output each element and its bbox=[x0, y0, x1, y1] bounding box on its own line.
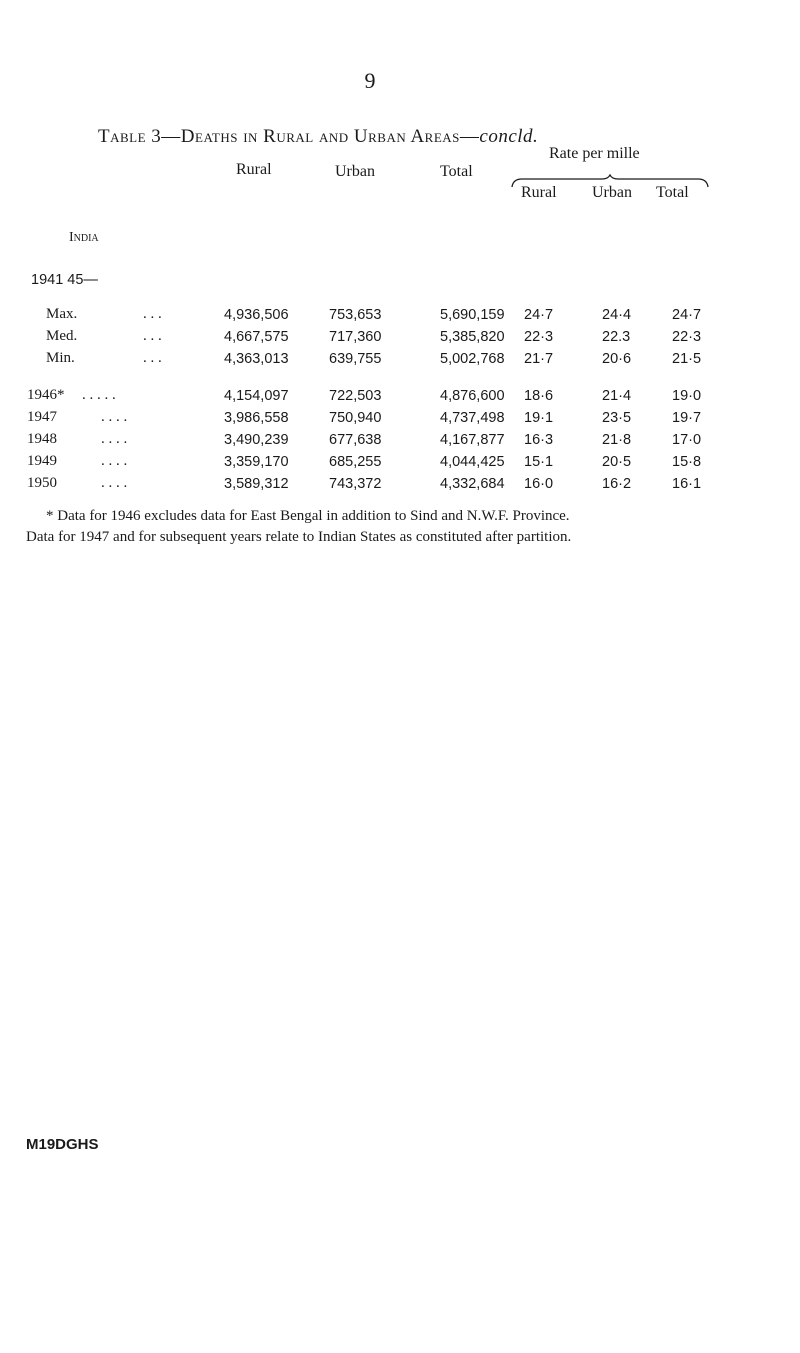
cell-rate-rural: 21·7 bbox=[524, 351, 554, 367]
cell-rate-urban: 21·8 bbox=[602, 432, 632, 448]
row-label: 1949 bbox=[27, 453, 57, 469]
footnote-line-2: Data for 1947 and for subsequent years relate to Indian States as constituted after partition. bbox=[26, 529, 572, 545]
cell-rate-total: 21·5 bbox=[672, 351, 702, 367]
row-label: Med. bbox=[46, 328, 78, 344]
row-leader-dots: . . . bbox=[143, 350, 162, 366]
cell-rate-urban: 21·4 bbox=[602, 388, 632, 404]
cell-rural: 3,986,558 bbox=[224, 410, 289, 426]
section-india: India bbox=[69, 230, 99, 245]
cell-urban: 750,940 bbox=[329, 410, 382, 426]
cell-rate-rural: 19·1 bbox=[524, 410, 554, 426]
cell-rate-urban: 23·5 bbox=[602, 410, 632, 426]
cell-total: 4,876,600 bbox=[440, 388, 505, 404]
cell-rural: 4,667,575 bbox=[224, 329, 289, 345]
cell-rural: 3,359,170 bbox=[224, 454, 289, 470]
cell-rural: 3,589,312 bbox=[224, 476, 289, 492]
row-leader-dots: . . . . bbox=[101, 453, 128, 469]
cell-rate-rural: 22·3 bbox=[524, 329, 554, 345]
row-label: Min. bbox=[46, 350, 75, 366]
cell-rate-urban: 16·2 bbox=[602, 476, 632, 492]
cell-rate-rural: 18·6 bbox=[524, 388, 554, 404]
header-rate-total: Total bbox=[656, 184, 689, 201]
footnote-line-1: * Data for 1946 excludes data for East Bengal in addition to Sind and N.W.F. Province. bbox=[46, 508, 570, 524]
row-label: 1946* bbox=[27, 387, 65, 403]
cell-total: 5,002,768 bbox=[440, 351, 505, 367]
cell-urban: 677,638 bbox=[329, 432, 382, 448]
table-title bbox=[98, 126, 538, 148]
cell-urban: 753,653 bbox=[329, 307, 382, 323]
row-leader-dots: . . . . bbox=[101, 431, 128, 447]
row-leader-dots: . . . . bbox=[101, 409, 128, 425]
cell-urban: 685,255 bbox=[329, 454, 382, 470]
cell-rate-urban: 20·6 bbox=[602, 351, 632, 367]
row-leader-dots: . . . bbox=[143, 306, 162, 322]
header-urban: Urban bbox=[335, 163, 375, 180]
cell-rate-rural: 24·7 bbox=[524, 307, 554, 323]
header-total: Total bbox=[440, 163, 473, 180]
table-title-suffix: concld. bbox=[479, 126, 539, 147]
cell-rate-total: 19·0 bbox=[672, 388, 702, 404]
cell-rate-total: 24·7 bbox=[672, 307, 702, 323]
header-rate-per-mille: Rate per mille bbox=[549, 145, 640, 162]
row-label: 1947 bbox=[27, 409, 57, 425]
cell-rate-rural: 16·3 bbox=[524, 432, 554, 448]
row-leader-dots: . . . . . bbox=[82, 387, 116, 403]
row-label: 1948 bbox=[27, 431, 57, 447]
cell-rate-total: 22·3 bbox=[672, 329, 702, 345]
cell-total: 4,737,498 bbox=[440, 410, 505, 426]
cell-rural: 4,936,506 bbox=[224, 307, 289, 323]
page-number: 9 bbox=[364, 68, 376, 93]
cell-rate-urban: 24·4 bbox=[602, 307, 632, 323]
cell-rate-rural: 15·1 bbox=[524, 454, 554, 470]
cell-urban: 717,360 bbox=[329, 329, 382, 345]
cell-rate-total: 15·8 bbox=[672, 454, 702, 470]
row-leader-dots: . . . . bbox=[101, 475, 128, 491]
cell-rate-total: 19·7 bbox=[672, 410, 702, 426]
header-rate-urban: Urban bbox=[592, 184, 632, 201]
cell-urban: 639,755 bbox=[329, 351, 382, 367]
cell-total: 4,167,877 bbox=[440, 432, 505, 448]
row-leader-dots: . . . bbox=[143, 328, 162, 344]
cell-urban: 722,503 bbox=[329, 388, 382, 404]
print-code: M19DGHS bbox=[26, 1136, 99, 1153]
subsection-1941-45: 1941 45— bbox=[31, 272, 98, 288]
cell-total: 5,385,820 bbox=[440, 329, 505, 345]
cell-rural: 4,363,013 bbox=[224, 351, 289, 367]
cell-rate-total: 17·0 bbox=[672, 432, 702, 448]
row-label: Max. bbox=[46, 306, 78, 322]
cell-rural: 4,154,097 bbox=[224, 388, 289, 404]
cell-rate-urban: 22.3 bbox=[602, 329, 631, 345]
header-rate-rural: Rural bbox=[521, 184, 557, 201]
cell-rate-rural: 16·0 bbox=[524, 476, 554, 492]
cell-total: 5,690,159 bbox=[440, 307, 505, 323]
cell-rate-urban: 20·5 bbox=[602, 454, 632, 470]
row-label: 1950 bbox=[27, 475, 57, 491]
cell-rate-total: 16·1 bbox=[672, 476, 702, 492]
header-rural: Rural bbox=[236, 161, 272, 178]
cell-total: 4,044,425 bbox=[440, 454, 505, 470]
cell-total: 4,332,684 bbox=[440, 476, 505, 492]
cell-urban: 743,372 bbox=[329, 476, 382, 492]
table-title-main: Table 3—Deaths in Rural and Urban Areas— bbox=[98, 126, 480, 147]
cell-rural: 3,490,239 bbox=[224, 432, 289, 448]
